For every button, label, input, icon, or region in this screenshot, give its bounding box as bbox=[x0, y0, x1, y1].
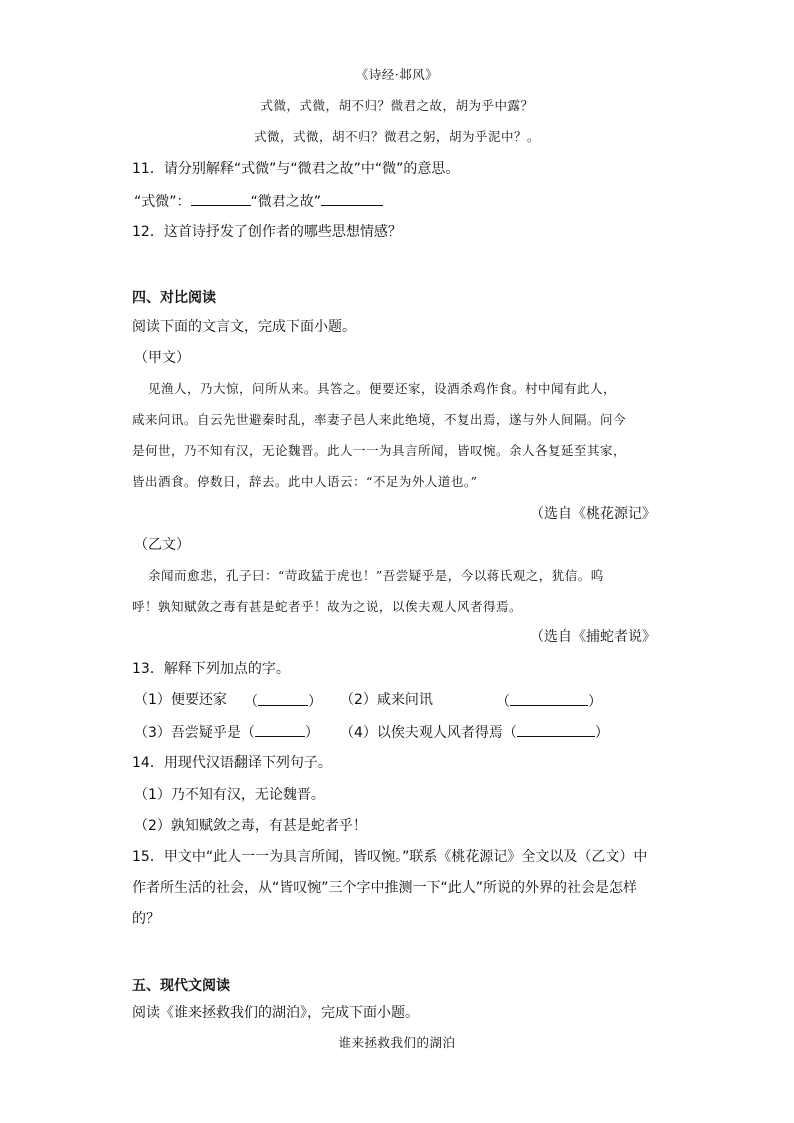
jia-line-2: 咸来问讯。自云先世避秦时乱，率妻子邑人来此绝境，不复出焉，遂与外人间隔。问今 bbox=[132, 412, 627, 427]
poem-line-1: 式微，式微，胡不归？微君之故，胡为乎中露？ bbox=[260, 98, 534, 113]
yi-source: （选自《捕蛇者说》 bbox=[530, 629, 656, 645]
question-12: 12．这首诗抒发了创作者的哪些思想情感？ bbox=[132, 224, 402, 240]
question-11: 11．请分别解释“式微”与“微君之故”中“微”的意思。 bbox=[132, 161, 460, 177]
q13-answer-2: （ ） bbox=[496, 691, 602, 711]
q13-answer-3: （3）吾尝疑乎是（ ） bbox=[134, 722, 319, 742]
jia-source: （选自《桃花源记》 bbox=[530, 506, 656, 522]
q13-answer-4: （4）以俟夫观人风者得焉（ ） bbox=[340, 722, 609, 742]
yi-line-2: 呼！孰知赋敛之毒有甚是蛇者乎！故为之说，以俟夫观人风者得焉。 bbox=[132, 599, 523, 614]
question-11-answer-line bbox=[134, 191, 383, 211]
q13-item-4: （4）以俟夫观人风者得焉（ bbox=[340, 725, 517, 741]
q13-answer-1: （ ） bbox=[244, 691, 322, 711]
answer-blank-2[interactable] bbox=[510, 691, 588, 706]
answer-blank-b[interactable] bbox=[321, 191, 383, 206]
answer-blank-3[interactable] bbox=[255, 722, 305, 737]
answer-blank-a[interactable] bbox=[191, 191, 251, 206]
q13-item-2: （2）咸来问讯 bbox=[340, 692, 433, 708]
question-15-line-2: 作者所生活的社会，从“皆叹惋”三个字中推测一下“此人”所说的外界的社会是怎样 bbox=[132, 880, 638, 896]
section-4-heading: 四、对比阅读 bbox=[132, 290, 216, 306]
jia-line-1: 见渔人，乃大惊，问所从来。具答之。便要还家，设酒杀鸡作食。村中闻有此人， bbox=[148, 381, 617, 396]
jia-line-3: 是何世，乃不知有汉，无论魏晋。此人一一为具言所闻，皆叹惋。余人各复延至其家， bbox=[132, 443, 627, 458]
jia-line-4: 皆出酒食。停数日，辞去。此中人语云：“不足为外人道也。” bbox=[132, 474, 478, 489]
answer-label-b: “微君之故” bbox=[250, 194, 322, 210]
section-5-heading: 五、现代文阅读 bbox=[132, 978, 230, 994]
yi-line-1: 余闻而愈悲，孔子曰：“苛政猛于虎也！”吾尝疑乎是，今以蒋氏观之，犹信。呜 bbox=[148, 568, 604, 583]
q13-item-3: （3）吾尝疑乎是（ bbox=[134, 725, 255, 741]
answer-blank-4[interactable] bbox=[517, 722, 595, 737]
yi-label: （乙文） bbox=[134, 537, 190, 553]
question-14: 14．用现代汉语翻译下列句子。 bbox=[132, 755, 332, 771]
jia-label: （甲文） bbox=[134, 350, 190, 366]
q14-item-2: （2）孰知赋敛之毒，有甚是蛇者乎！ bbox=[134, 818, 367, 834]
answer-blank-1[interactable] bbox=[258, 691, 308, 706]
poem-title: 《诗经·邶风》 bbox=[355, 67, 439, 82]
poem-line-2: 式微，式微，胡不归？微君之躬，胡为乎泥中？。 bbox=[253, 129, 540, 144]
section-4-intro: 阅读下面的文言文，完成下面小题。 bbox=[132, 319, 356, 335]
question-15-line-1: 15．甲文中“此人一一为具言所闻，皆叹惋。”联系《桃花源记》全文以及（乙文）中 bbox=[132, 849, 648, 865]
article-title: 谁来拯救我们的湖泊 bbox=[338, 1035, 456, 1050]
question-15-line-3: 的？ bbox=[132, 911, 160, 927]
section-5-intro: 阅读《谁来拯救我们的湖泊》，完成下面小题。 bbox=[132, 1005, 419, 1021]
answer-label-a: “式微”： bbox=[134, 194, 191, 210]
q14-item-1: （1）乃不知有汉，无论魏晋。 bbox=[134, 787, 325, 803]
q13-item-1: （1）便要还家 bbox=[134, 692, 227, 708]
question-13: 13．解释下列加点的字。 bbox=[132, 661, 290, 677]
